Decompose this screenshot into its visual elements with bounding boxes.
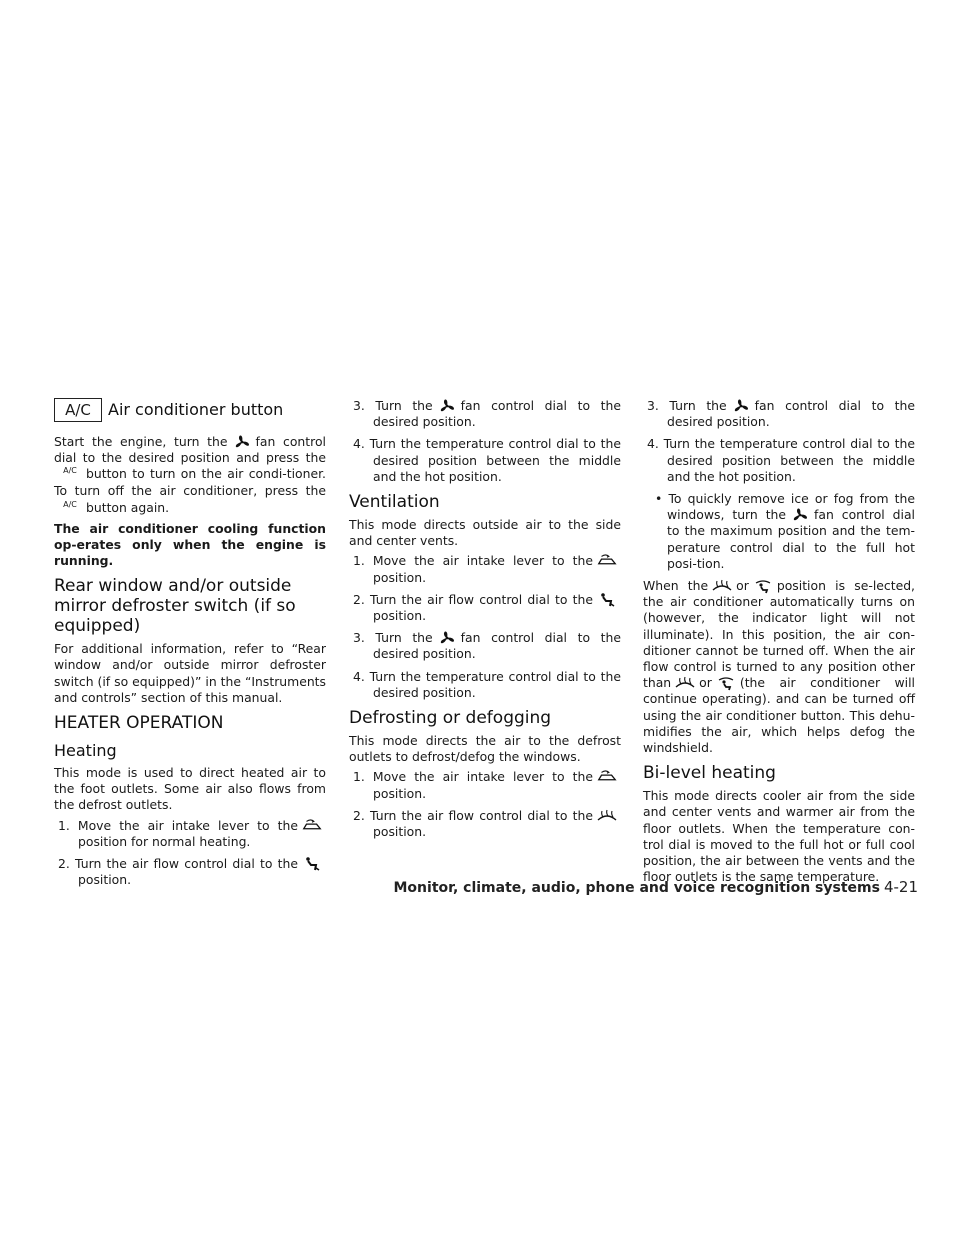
ac-icon: A/C [63, 499, 77, 509]
heating-text: This mode is used to direct heated air to the foot outlets. Some air also flows from the defrost outlets. [54, 765, 326, 813]
footer-title: Monitor, climate, audio, phone and voice recognition systems [393, 880, 880, 896]
defrost-icon [674, 675, 696, 691]
heating-step-4: 4. Turn the temperature control dial to the desired position between the middle and the hot position. [353, 436, 621, 484]
column-right [643, 398, 915, 889]
fan-icon [436, 398, 458, 414]
defrost-icon [711, 578, 733, 594]
bilevel-text: This mode directs cooler air from the side and center vents and warmer air from the floor outlets. When the temperature con-trol dial is moved to the full hot or full cool position, the air between the vents and the floor outlets is the same temperature. [643, 788, 915, 885]
heating-step-1: 1. Move the air intake lever to the position for normal heating. [54, 818, 326, 850]
ac-paragraph: Start the engine, turn the fan control dial to the desired position and press theA/C button to turn on the air condi-tioner. To turn off the air conditioner, press theA/C button again. [54, 434, 326, 515]
ventilation-heading: Ventilation [349, 492, 440, 513]
defrost-foot-icon [752, 578, 774, 594]
page-footer [394, 878, 919, 896]
outside-air-icon [301, 818, 323, 834]
column-left [54, 398, 326, 894]
heating-heading: Heating [54, 741, 117, 761]
defrost-step-2: 2. Turn the air flow control dial to the position. [349, 808, 621, 840]
heater-operation-heading: HEATER OPERATION [54, 713, 224, 734]
ac-icon: A/C [63, 466, 77, 476]
ac-button-icon: A/C [54, 398, 102, 422]
defrost-foot-icon [715, 675, 737, 691]
ventilation-step-1: 1. Move the air intake lever to the position. [349, 553, 621, 585]
foot-icon [596, 592, 618, 608]
bilevel-heading: Bi-level heating [643, 763, 776, 784]
page-number: 4-21 [883, 878, 918, 896]
ventilation-step-2: 2. Turn the air flow control dial to the position. [349, 592, 621, 624]
ventilation-text: This mode directs outside air to the side and center vents. [349, 517, 621, 549]
fan-icon [730, 398, 752, 414]
ac-bold-note: The air conditioner cooling function op-erates only when the engine is running. [54, 520, 326, 569]
ventilation-step-3: 3. Turn the fan control dial to the desired position. [353, 630, 621, 662]
fan-icon [436, 630, 458, 646]
ac-section-title: Air conditioner button [108, 399, 284, 419]
rear-window-heading: Rear window and/or outside mirror defroster switch (if so equipped) [54, 576, 296, 637]
defrost-when-paragraph: When the or position is se-lected, the air conditioner automatically turns on (however, the indicator light will not illuminate). In this position, the air con-ditioner cannot be turned off. When the air flow control is turned to any position other than or (the air conditioner will continue operating). and can be turned off using the air conditioner button. This dehu-midifies the air, which helps defog the windshield. [643, 578, 915, 756]
foot-icon [301, 856, 323, 872]
defrost-step-4: 4. Turn the temperature control dial to the desired position between the middle and the hot position. [647, 436, 915, 484]
heating-step-2: 2. Turn the air flow control dial to the position. [54, 856, 326, 888]
defrost-step-1: 1. Move the air intake lever to the position. [349, 769, 621, 801]
defrost-step-3: 3. Turn the fan control dial to the desired position. [647, 398, 915, 430]
defrost-bullet: • To quickly remove ice or fog from the windows, turn the fan control dial to the maximum position and the tem-perature control dial to the full hot posi-tion. [655, 491, 916, 571]
outside-air-icon [596, 553, 618, 569]
heating-step-3: 3. Turn the fan control dial to the desired position. [353, 398, 621, 430]
defrost-icon [596, 808, 618, 824]
outside-air-icon [596, 769, 618, 785]
defrost-heading: Defrosting or defogging [349, 708, 552, 729]
ventilation-step-4: 4. Turn the temperature control dial to the desired position. [353, 668, 621, 700]
column-middle [349, 398, 621, 846]
fan-icon [231, 434, 253, 450]
ac-title-row [54, 398, 326, 422]
defrost-text: This mode directs the air to the defrost outlets to defrost/defog the windows. [349, 733, 621, 765]
rear-window-text: For additional information, refer to “Rear window and/or outside mirror defroster switch (if so equipped)” in the “Instruments and controls” section of this manual. [54, 641, 326, 705]
fan-icon [789, 507, 811, 523]
